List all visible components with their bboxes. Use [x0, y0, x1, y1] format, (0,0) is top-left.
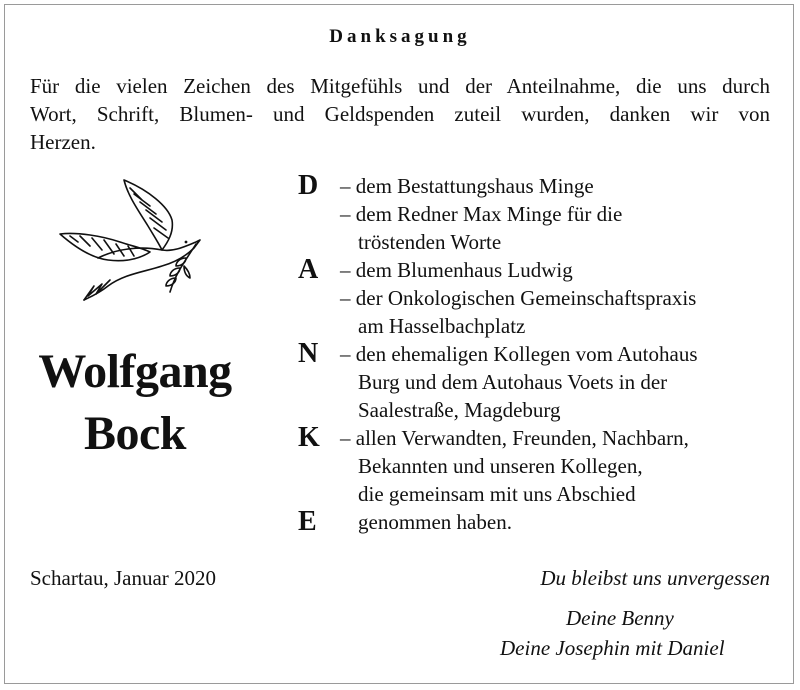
thanks-line: – dem Redner Max Minge für die: [340, 202, 623, 226]
thanks-line: Burg und dem Autohaus Voets in der: [358, 370, 668, 394]
thanks-line: genommen haben.: [358, 510, 512, 534]
deceased-first-name: Wolfgang: [38, 345, 232, 398]
intro-line: Wort, Schrift, Blumen- und Geldspenden zuteil wurden, danken wir von: [30, 102, 770, 126]
acrostic-letter: E: [298, 506, 317, 537]
thanks-line: die gemeinsam mit uns Abschied: [358, 482, 636, 506]
acrostic-letter: K: [298, 422, 320, 453]
thanks-line: Saalestraße, Magdeburg: [358, 398, 561, 422]
thanks-line: – allen Verwandten, Freunden, Nachbarn,: [340, 426, 689, 450]
intro-line: Herzen.: [30, 130, 96, 154]
dove-icon: [58, 176, 204, 302]
thanks-line: – den ehemaligen Kollegen vom Autohaus: [340, 342, 698, 366]
thanks-line: tröstenden Worte: [358, 230, 502, 254]
intro-line: Für die vielen Zeichen des Mitgefühls und der Anteilnahme, die uns durch: [30, 74, 770, 98]
intro-text: [30, 72, 770, 156]
place-date: Schartau, Januar 2020: [30, 566, 217, 590]
thanks-line: – der Onkologischen Gemeinschaftspraxis: [340, 286, 697, 310]
thanks-line: am Hasselbachplatz: [358, 314, 526, 338]
acrostic-letter: A: [298, 254, 319, 285]
thanks-line: – dem Bestattungshaus Minge: [340, 174, 594, 198]
motto: Du bleibst uns unvergessen: [540, 566, 770, 590]
signature-line: Deine Josephin mit Daniel: [500, 636, 725, 660]
thanks-line: Bekannten und unseren Kollegen,: [358, 454, 643, 478]
signature-line: Deine Benny: [566, 606, 674, 630]
notice-heading: Danksagung: [329, 26, 471, 47]
acrostic-letter: N: [298, 338, 319, 369]
acrostic-letter: D: [298, 170, 319, 201]
thanks-line: – dem Blumenhaus Ludwig: [340, 258, 573, 282]
deceased-last-name: Bock: [83, 407, 186, 460]
